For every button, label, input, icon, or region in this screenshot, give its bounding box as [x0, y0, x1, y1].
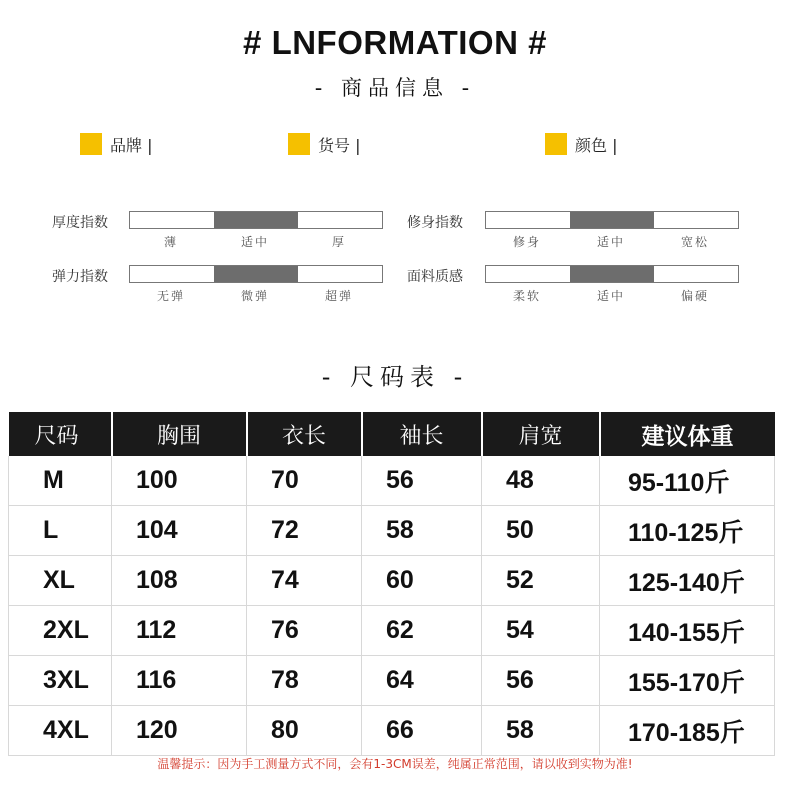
- table-cell: 108: [112, 556, 247, 606]
- scale-segment: [486, 212, 570, 228]
- table-cell: 116: [112, 656, 247, 706]
- scale-option: 无弹: [156, 289, 185, 303]
- table-cell: 78: [247, 656, 362, 706]
- table-cell: 140-155斤: [600, 606, 775, 656]
- scale-segment-selected: [570, 266, 654, 282]
- table-cell: 56: [482, 656, 600, 706]
- scale-option: 微弹: [240, 289, 269, 303]
- scale-option: 柔软: [512, 289, 541, 303]
- table-cell: L: [9, 506, 112, 556]
- table-cell: 66: [362, 706, 482, 756]
- elasticity-index-label: 弹力指数: [52, 269, 108, 285]
- table-cell: 3XL: [9, 656, 112, 706]
- scale-segment: [298, 212, 382, 228]
- table-cell: 62: [362, 606, 482, 656]
- table-cell: 104: [112, 506, 247, 556]
- header-size: 尺码: [9, 412, 112, 456]
- scale-option: 适中: [596, 235, 625, 249]
- header-weight: 建议体重: [600, 412, 775, 456]
- info-item-number: [288, 131, 360, 157]
- header-length: 衣长: [247, 412, 362, 456]
- size-table-header: [9, 412, 775, 456]
- table-cell: 170-185斤: [600, 706, 775, 756]
- header-chest: 胸围: [112, 412, 247, 456]
- size-table: [8, 412, 775, 756]
- fabric-texture-label: 面料质感: [407, 269, 463, 285]
- info-item-number-label: 货号 |: [318, 135, 361, 155]
- table-cell: 110-125斤: [600, 506, 775, 556]
- table-cell: 52: [482, 556, 600, 606]
- table-row: [9, 706, 775, 756]
- scale-option: 适中: [596, 289, 625, 303]
- thickness-index-label: 厚度指数: [52, 215, 108, 231]
- table-cell: 100: [112, 456, 247, 506]
- scale-option: 薄: [163, 235, 178, 249]
- scale-option: 修身: [512, 235, 541, 249]
- scale-segment: [654, 266, 738, 282]
- scale-segment: [130, 212, 214, 228]
- table-cell: 155-170斤: [600, 656, 775, 706]
- table-cell: XL: [9, 556, 112, 606]
- table-cell: 76: [247, 606, 362, 656]
- table-row: [9, 656, 775, 706]
- table-cell: 4XL: [9, 706, 112, 756]
- scale-segment: [486, 266, 570, 282]
- page-title: # LNFORMATION #: [243, 24, 547, 61]
- scale-segment-selected: [570, 212, 654, 228]
- size-chart-title: - 尺码表 -: [321, 363, 469, 391]
- fabric-texture-scale: [485, 265, 739, 283]
- table-cell: 50: [482, 506, 600, 556]
- table-row: [9, 556, 775, 606]
- thickness-index-scale: [129, 211, 383, 229]
- table-cell: 120: [112, 706, 247, 756]
- fit-index-scale: [485, 211, 739, 229]
- yellow-square-icon: [545, 133, 567, 155]
- scale-segment: [654, 212, 738, 228]
- table-cell: M: [9, 456, 112, 506]
- scale-option: 超弹: [324, 289, 353, 303]
- header-shoulder: 肩宽: [482, 412, 600, 456]
- table-cell: 112: [112, 606, 247, 656]
- measurement-note: 温馨提示：因为手工测量方式不同，会有1-3CM误差，纯属正常范围，请以收到实物为准!: [157, 757, 633, 771]
- table-cell: 80: [247, 706, 362, 756]
- yellow-square-icon: [80, 133, 102, 155]
- elasticity-index-scale: [129, 265, 383, 283]
- info-brand: [80, 131, 152, 157]
- scale-option: 适中: [240, 235, 269, 249]
- info-color-label: 颜色 |: [575, 135, 618, 155]
- table-cell: 56: [362, 456, 482, 506]
- page-subtitle: - 商品信息 -: [314, 76, 476, 100]
- yellow-square-icon: [288, 133, 310, 155]
- table-cell: 58: [482, 706, 600, 756]
- table-cell: 74: [247, 556, 362, 606]
- info-brand-label: 品牌 |: [110, 135, 153, 155]
- table-cell: 72: [247, 506, 362, 556]
- scale-segment-selected: [214, 212, 298, 228]
- table-row: [9, 506, 775, 556]
- fit-index-label: 修身指数: [407, 215, 463, 231]
- table-cell: 58: [362, 506, 482, 556]
- table-row: [9, 456, 775, 506]
- scale-option: 厚: [331, 235, 346, 249]
- table-cell: 48: [482, 456, 600, 506]
- table-cell: 64: [362, 656, 482, 706]
- scale-segment-selected: [214, 266, 298, 282]
- table-cell: 2XL: [9, 606, 112, 656]
- scale-segment: [298, 266, 382, 282]
- header-sleeve: 袖长: [362, 412, 482, 456]
- table-row: [9, 606, 775, 656]
- table-cell: 95-110斤: [600, 456, 775, 506]
- scale-option: 偏硬: [680, 289, 709, 303]
- table-cell: 60: [362, 556, 482, 606]
- scale-option: 宽松: [680, 235, 709, 249]
- table-cell: 125-140斤: [600, 556, 775, 606]
- table-cell: 54: [482, 606, 600, 656]
- table-cell: 70: [247, 456, 362, 506]
- info-color: [545, 131, 617, 157]
- scale-segment: [130, 266, 214, 282]
